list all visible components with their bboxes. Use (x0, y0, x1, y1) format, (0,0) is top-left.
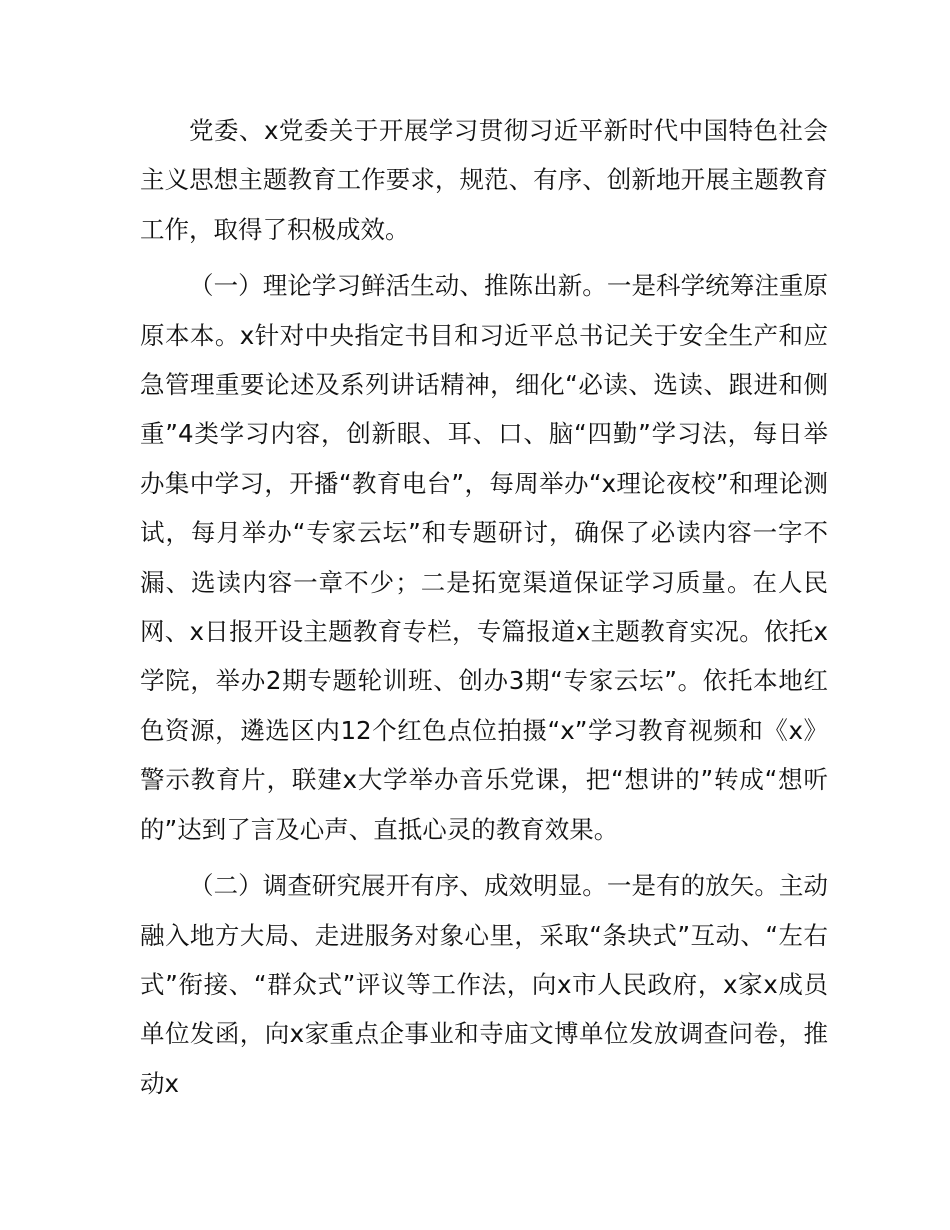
paragraph-theory-study: （一）理论学习鲜活生动、推陈出新。一是科学统筹注重原原本本。x针对中央指定书目和习近平总书记关于安全生产和应急管理重要论述及系列讲话精神，细化“必读、选读、跟进和侧重”4类学习内容，创新眼、耳、口、脑“四勤”学习法，每日举办集中学习，开播“教育电台”，每周举办“x理论夜校”和理论测试，每月举办“专家云坛”和专题研讨，确保了必读内容一字不漏、选读内容一章不少；二是拓宽渠道保证学习质量。在人民网、x日报开设主题教育专栏，专篇报道x主题教育实况。依托x学院，举办2期专题轮训班、创办3期“专家云坛”。依托本地红色资源，遴选区内12个红色点位拍摄“x”学习教育视频和《x》警示教育片，联建x大学举办音乐党课，把“想讲的”转成“想听的”达到了言及心声、直抵心灵的教育效果。 (140, 271, 828, 844)
document-body (140, 106, 828, 1115)
paragraph-investigation: （二）调查研究展开有序、成效明显。一是有的放矢。主动融入地方大局、走进服务对象心里，采取“条块式”互动、“左右式”衔接、“群众式”评议等工作法，向x市人民政府，x家x成员单位发函，向x家重点企事业和寺庙文博单位发放调查问卷，推动x (140, 871, 828, 1098)
paragraph-intro: 党委、x党委关于开展学习贯彻习近平新时代中国特色社会主义思想主题教育工作要求，规范、有序、创新地开展主题教育工作，取得了积极成效。 (140, 116, 828, 244)
